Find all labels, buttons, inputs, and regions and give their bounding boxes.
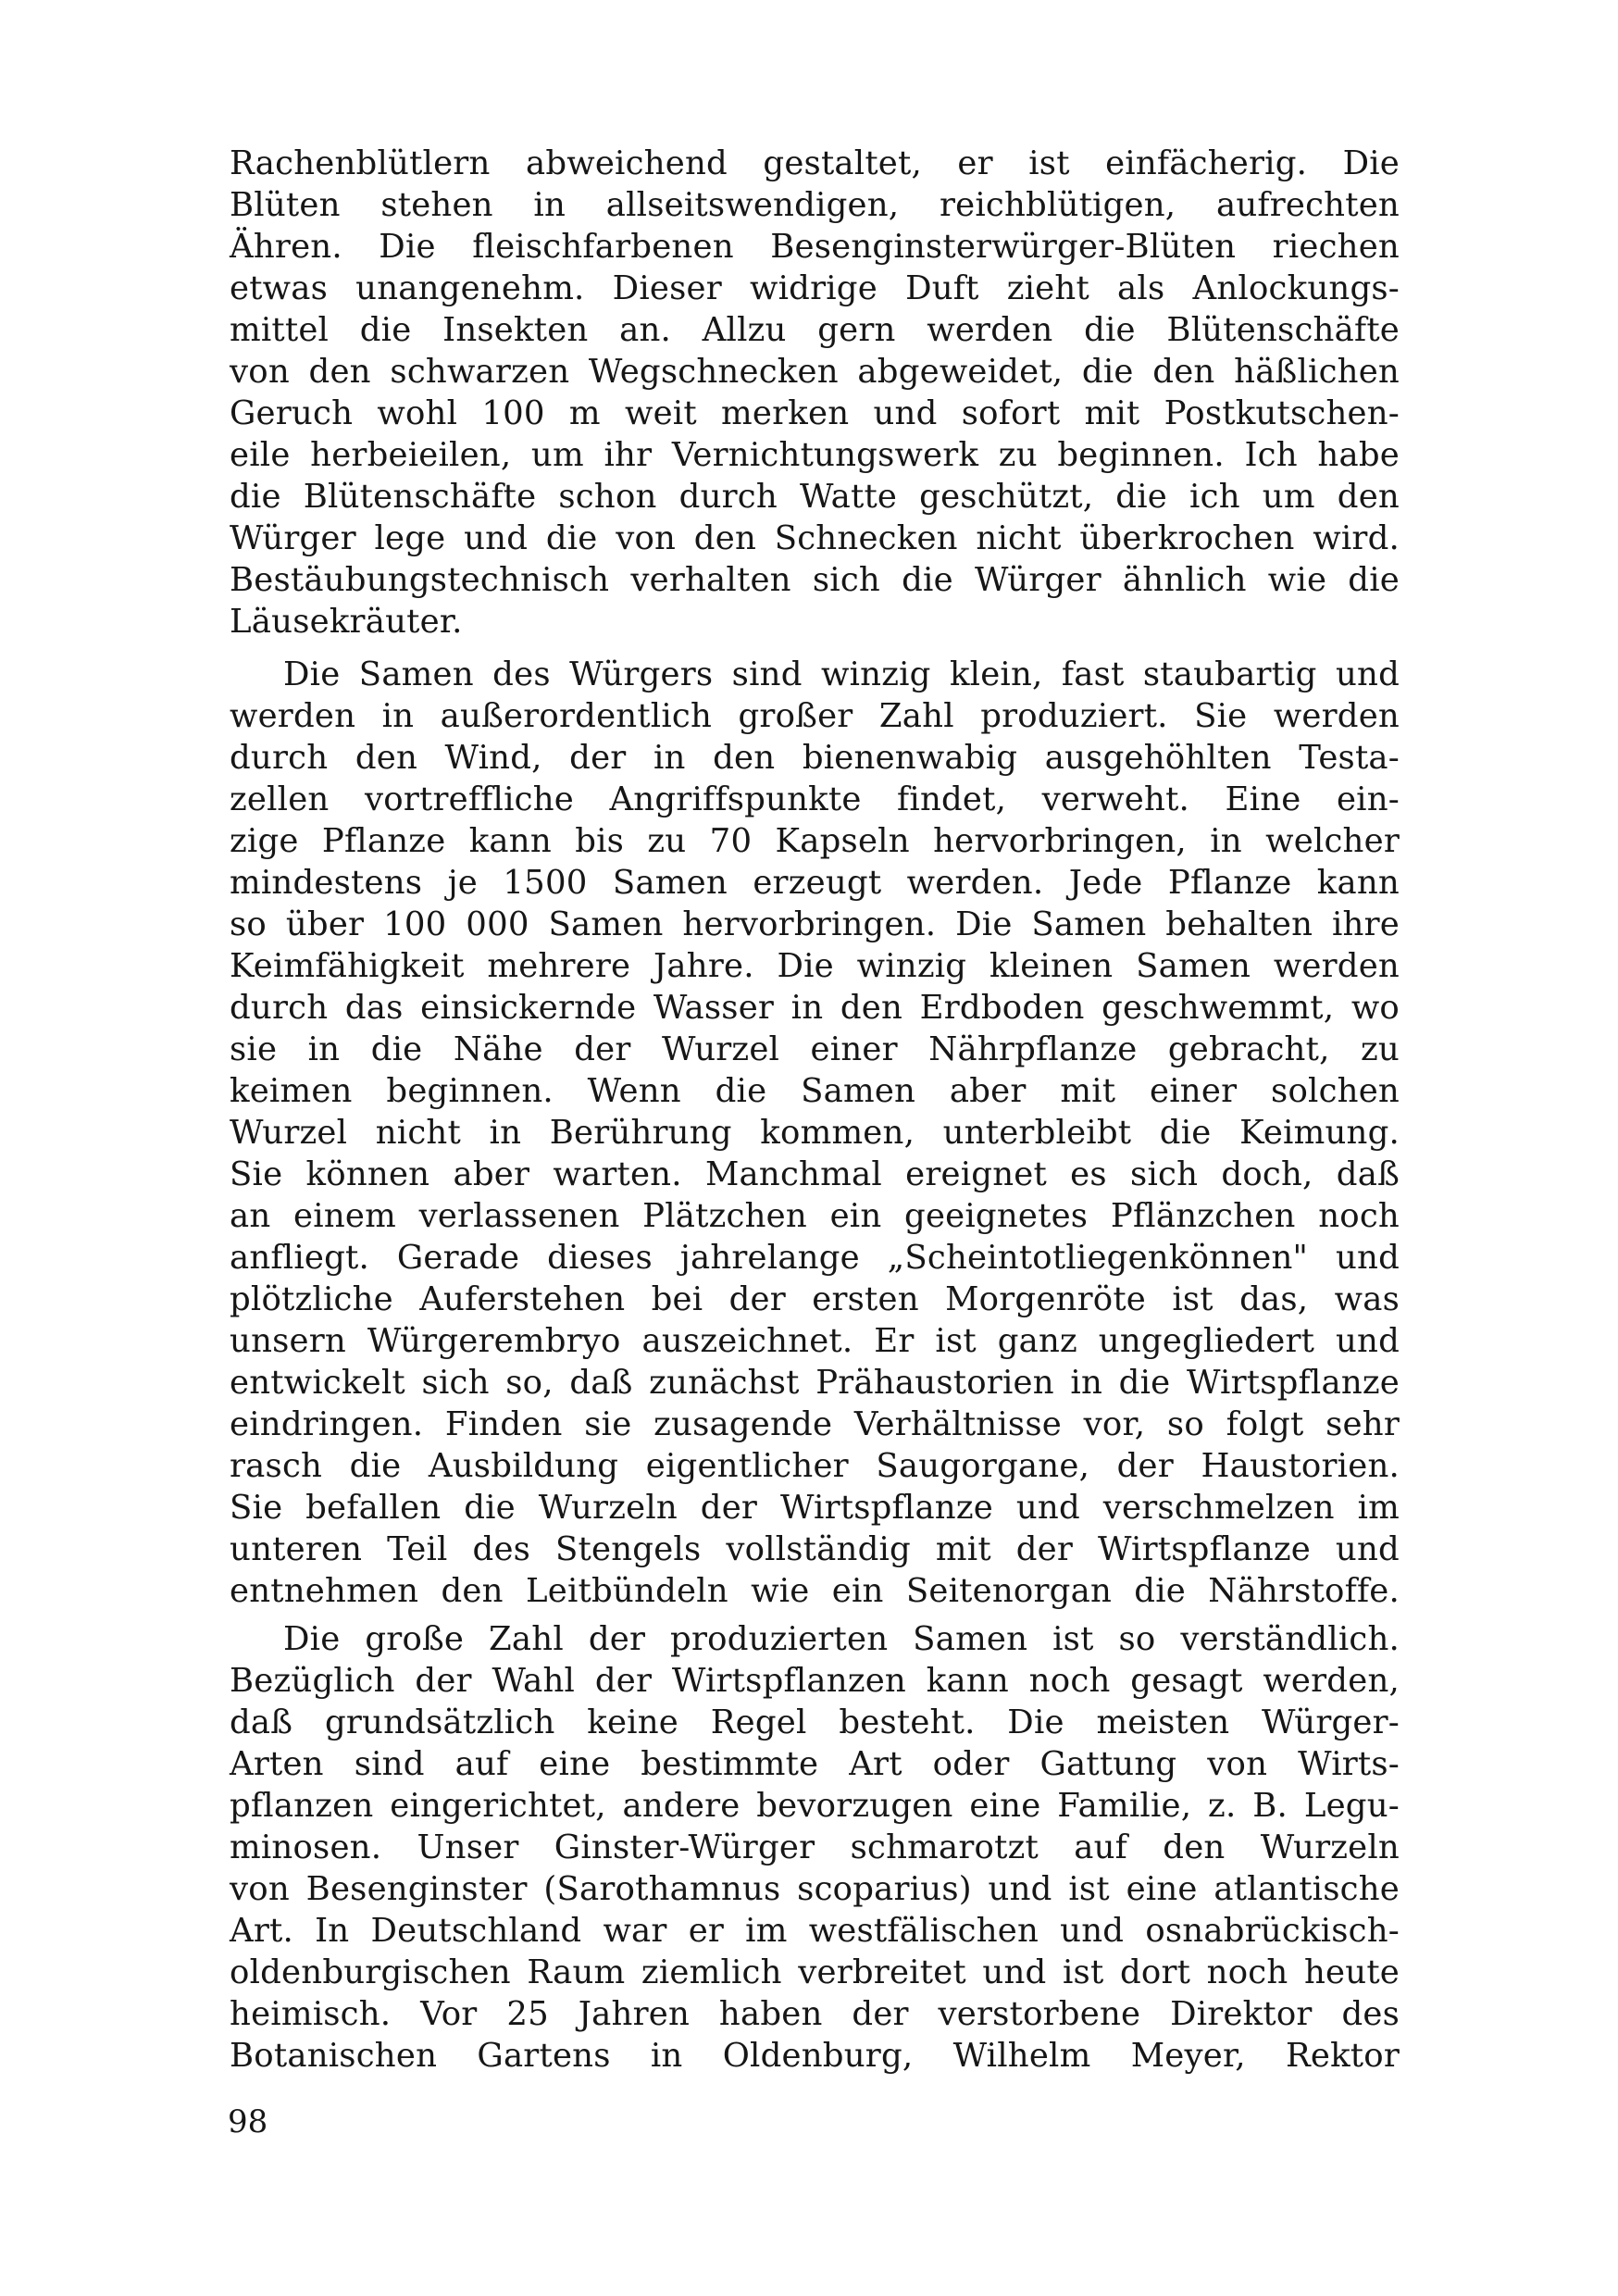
text-line: minosen. Unser Ginster-Würger schmarotzt auf den Wurzeln <box>230 1828 1400 1866</box>
text-line: unteren Teil des Stengels vollständig mit der Wirtspflanze und <box>230 1530 1400 1568</box>
paragraph-1 <box>230 143 1400 643</box>
text-line: sie in die Nähe der Wurzel einer Nährpflanze gebracht, zu <box>230 1030 1400 1068</box>
text-line: an einem verlassenen Plätzchen ein geeignetes Pflänzchen noch <box>230 1197 1400 1235</box>
text-line: Rachenblütlern abweichend gestaltet, er ist einfächerig. Die <box>230 144 1400 182</box>
text-line: von Besenginster (Sarothamnus scoparius) und ist eine atlantische <box>230 1870 1400 1908</box>
text-line: keimen beginnen. Wenn die Samen aber mit einer solchen <box>230 1072 1400 1110</box>
text-line: durch das einsickernde Wasser in den Erdboden geschwemmt, wo <box>230 989 1400 1027</box>
text-line: pflanzen eingerichtet, andere bevorzugen eine Familie, z. B. Legu- <box>230 1787 1400 1825</box>
text-line: Wurzel nicht in Berührung kommen, unterbleibt die Keimung. <box>230 1114 1400 1152</box>
text-line: entnehmen den Leitbündeln wie ein Seitenorgan die Nährstoffe. <box>230 1572 1400 1610</box>
text-line: Ähren. Die fleischfarbenen Besenginsterwürger-Blüten riechen <box>230 228 1400 266</box>
text-line: zellen vortreffliche Angriffspunkte findet, verweht. Eine ein- <box>230 780 1400 818</box>
text-line: Bestäubungstechnisch verhalten sich die Würger ähnlich wie die <box>230 561 1400 599</box>
text-line: plötzliche Auferstehen bei der ersten Morgenröte ist das, was <box>230 1280 1400 1318</box>
text-line: heimisch. Vor 25 Jahren haben der verstorbene Direktor des <box>230 1995 1400 2033</box>
text-line: mittel die Insekten an. Allzu gern werden die Blütenschäfte <box>230 311 1400 349</box>
text-line: daß grundsätzlich keine Regel besteht. Die meisten Würger- <box>230 1703 1400 1741</box>
text-line: die Blütenschäfte schon durch Watte geschützt, die ich um den <box>230 478 1400 516</box>
text-line: eile herbeieilen, um ihr Vernichtungswerk zu beginnen. Ich habe <box>230 436 1400 474</box>
text-line: Geruch wohl 100 m weit merken und sofort mit Postkutschen- <box>230 394 1400 432</box>
text-line: so über 100 000 Samen hervorbringen. Die Samen behalten ihre <box>230 905 1400 943</box>
text-line: oldenburgischen Raum ziemlich verbreitet und ist dort noch heute <box>230 1953 1400 1991</box>
text-line: Art. In Deutschland war er im westfälischen und osnabrückisch- <box>230 1912 1400 1950</box>
text-line: zige Pflanze kann bis zu 70 Kapseln hervorbringen, in welcher <box>230 822 1400 860</box>
text-line: Sie befallen die Wurzeln der Wirtspflanze und verschmelzen im <box>230 1489 1400 1527</box>
text-line: etwas unangenehm. Dieser widrige Duft zieht als Anlockungs- <box>230 269 1400 307</box>
text-line: mindestens je 1500 Samen erzeugt werden. Jede Pflanze kann <box>230 864 1400 902</box>
paragraph-3 <box>230 1618 1400 2077</box>
text-line: Botanischen Gartens in Oldenburg, Wilhelm Meyer, Rektor <box>230 2037 1400 2075</box>
text-line: Läusekräuter. <box>230 603 463 641</box>
text-line: durch den Wind, der in den bienenwabig ausgehöhlten Testa- <box>230 739 1400 777</box>
text-line: entwickelt sich so, daß zunächst Prähaustorien in die Wirtspflanze <box>230 1364 1400 1402</box>
page-number: 98 <box>228 2103 268 2140</box>
text-line: Sie können aber warten. Manchmal ereignet es sich doch, daß <box>230 1155 1400 1193</box>
text-line: von den schwarzen Wegschnecken abgeweidet, die den häßlichen <box>230 353 1400 391</box>
text-line: unsern Würgerembryo auszeichnet. Er ist ganz ungegliedert und <box>230 1322 1400 1360</box>
text-line: eindringen. Finden sie zusagende Verhältnisse vor, so folgt sehr <box>230 1405 1400 1443</box>
text-line: anfliegt. Gerade dieses jahrelange „Scheintotliegenkönnen" und <box>230 1239 1400 1277</box>
text-line: Keimfähigkeit mehrere Jahre. Die winzig kleinen Samen werden <box>230 947 1400 985</box>
text-line: Die Samen des Würgers sind winzig klein, fast staubartig und <box>283 655 1400 693</box>
text-line: rasch die Ausbildung eigentlicher Saugorgane, der Haustorien. <box>230 1447 1400 1485</box>
text-line: werden in außerordentlich großer Zahl produziert. Sie werden <box>230 697 1400 735</box>
text-line: Würger lege und die von den Schnecken nicht überkrochen wird. <box>230 519 1400 557</box>
text-line: Blüten stehen in allseitswendigen, reichblütigen, aufrechten <box>230 186 1400 224</box>
paragraph-2 <box>230 654 1400 1612</box>
text-line: Bezüglich der Wahl der Wirtspflanzen kann noch gesagt werden, <box>230 1662 1400 1700</box>
text-line: Arten sind auf eine bestimmte Art oder Gattung von Wirts- <box>230 1745 1400 1783</box>
text-line: Die große Zahl der produzierten Samen ist so verständlich. <box>283 1620 1400 1658</box>
